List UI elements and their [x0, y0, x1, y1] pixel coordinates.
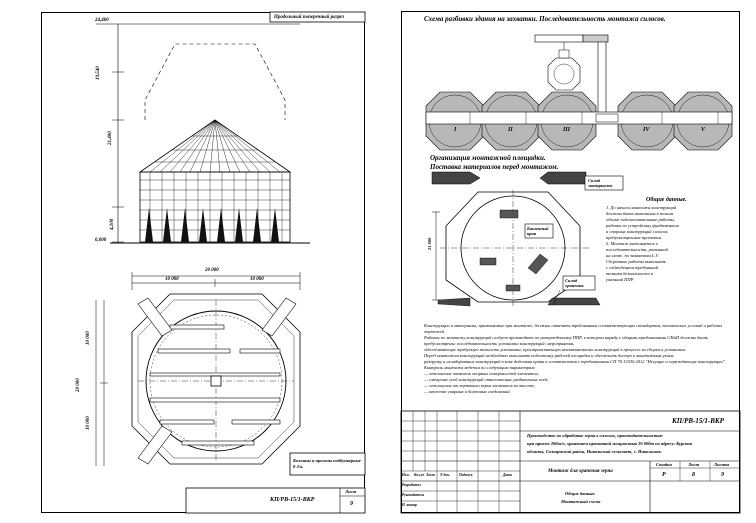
bullet-line: — отклонение отметок опорных поверхностей элементов; — [424, 371, 539, 376]
notes-line: работы по устройству фундаментов — [606, 223, 679, 228]
bullet-line: — смещение осей конструкций относительно разбивочных осей; — [424, 377, 549, 382]
notes-line: должны быть выполнены в полном — [606, 211, 674, 216]
stamp-col-stage: Стадия — [656, 462, 672, 467]
dim-v-total: 20 000 — [76, 378, 81, 392]
scheme-title: Схема разбивки здания на захватки. Последовательность монтажа силосов. — [424, 15, 666, 23]
stamp-stage: Р — [662, 472, 666, 478]
notes-block — [606, 205, 734, 283]
elev-low: 4,100 — [110, 218, 115, 230]
body-line: Перед монтажом конструкций необходимо выполнить подготовку рабочей площадки и обеспечить доступ к монтажным узлам, — [424, 353, 675, 358]
stamp-role-dev: Разработал — [402, 483, 421, 487]
notes-line: объеме подготовительные работы, — [606, 217, 675, 222]
elev-base: 0,000 — [95, 238, 107, 243]
capture-label-3: III — [563, 127, 571, 133]
left-stamp-code: КП/РВ-15/1-ВКР — [270, 497, 315, 503]
label-storage2: Склад хранения — [565, 278, 584, 288]
left-stamp-sheet: 9 — [350, 501, 353, 507]
stamp-header-data: Дата — [503, 473, 512, 477]
dim-v2: 10 000 — [86, 416, 91, 430]
capture-label-4: IV — [643, 127, 650, 133]
stamp-col-sheets: Листов — [714, 462, 730, 467]
stamp-desc-3: область, Солнцевский район, Никольский сельсовет, с. Никольское. — [527, 449, 663, 454]
body-line: Контроль монтажа ведется по следующим параметрам: — [424, 365, 536, 370]
notes-line: 1. До начала монтажа конструкций — [606, 205, 677, 210]
method-title-2: Поставка материалов перед монтажом. — [430, 163, 559, 171]
stamp-header-kol: Кол.уч — [414, 473, 425, 477]
notes-line: техники безопасности и — [606, 271, 654, 276]
left-stamp-sheet-label: Лист — [345, 489, 357, 494]
note-box-text: Колонны и прогоны подбункерные 8-2м. — [293, 458, 361, 469]
dim-right: 10 000 — [250, 277, 264, 282]
dim-total: 20 000 — [205, 268, 219, 273]
stamp-desc-2: при приеме 200т/ч, хранением проектной мощностью 20 000т по адресу: Курская — [527, 441, 692, 446]
capture-label-1: I — [454, 127, 457, 133]
label-storage: Склад материалов — [588, 178, 613, 188]
stamp-role-norm: Н. контр. — [402, 503, 418, 507]
body-line: Конструкции и материалы, применяемые при монтаже, должны отвечать требованиям соответствующих стандартов, технических условий и рабочих чертежей. — [424, 323, 723, 334]
notes-line: предусмотренные проектом. — [606, 235, 662, 240]
dim-left: 10 000 — [165, 277, 179, 282]
stamp-header-podpis: Подпись — [459, 473, 473, 477]
stamp-subject: Монтаж для хранения зерна — [548, 469, 613, 474]
label-crane: Башенный кран — [527, 226, 549, 236]
notes-line: с соблюдением требований — [606, 265, 658, 270]
stamp-header-ndok: N док. — [440, 473, 450, 477]
stamp-sheet: 8 — [692, 472, 695, 478]
left-header-label: Продольный поперечный разрез — [274, 15, 345, 20]
stamp-col-sheet: Лист — [688, 462, 700, 467]
stamp-desc-1: Производство по обработке зерна в силосах, производительностью — [527, 433, 663, 438]
bullet-line: — качество сварных и болтовых соединений. — [424, 389, 511, 394]
bullet-line: — отклонение от вертикали верха элементов по высоте; — [424, 383, 536, 388]
body-line: Работы по монтажу конструкций следует производить по утвержденному ППР, в котором наряду с общими требованиями СНиП должны быть предусмотрены: последовательность установки конструкций; мероприятия, — [424, 335, 708, 346]
notes-title: Общие данные. — [646, 197, 687, 203]
elev-top: 24,400 — [95, 18, 109, 23]
dim-side: 21 000 — [427, 237, 432, 250]
notes-line: и опорных конструкций силосов, — [606, 229, 669, 234]
dim-v1: 10 000 — [86, 331, 91, 345]
elev-mid: 19,540 — [96, 66, 101, 80]
stamp-sheet-title-2: Монтажный схема — [561, 499, 601, 504]
stamp-sheet-title-1: Общие данные. — [565, 491, 596, 496]
capture-label-2: II — [508, 127, 513, 133]
notes-line: последовательности, указанной — [606, 247, 668, 252]
notes-line: Сборочные работы выполнять — [606, 259, 666, 264]
body-line: разгрузку и складирование конструкций в зоне действия крана в соответствии с требованиями СП 70.13330.2012 "Несущие и ограждающие конструкции". — [424, 359, 726, 364]
notes-line: на схеме, по захваткам I–V. — [606, 253, 659, 258]
stamp-role-lead: Руководитель — [402, 493, 425, 497]
capture-label-5: V — [701, 127, 706, 133]
stamp-header-list: Лист — [426, 473, 435, 477]
notes-line: указаний ППР. — [606, 277, 635, 282]
stamp-header-izm: Изм. — [402, 473, 410, 477]
method-title-1: Организация монтажной площадки. — [430, 154, 546, 162]
body-text — [424, 323, 734, 395]
right-stamp-code: КП/РВ-15/1-ВКР — [672, 417, 724, 425]
body-line: обеспечивающие требуемую точность установки; пространственную неизменяемость конструкций в процессе их сборки и установки. — [424, 347, 686, 352]
notes-line: 2. Монтаж выполняется в — [606, 241, 658, 246]
elev-cone: 21,400 — [108, 131, 113, 145]
stamp-sheets: 9 — [721, 472, 724, 478]
